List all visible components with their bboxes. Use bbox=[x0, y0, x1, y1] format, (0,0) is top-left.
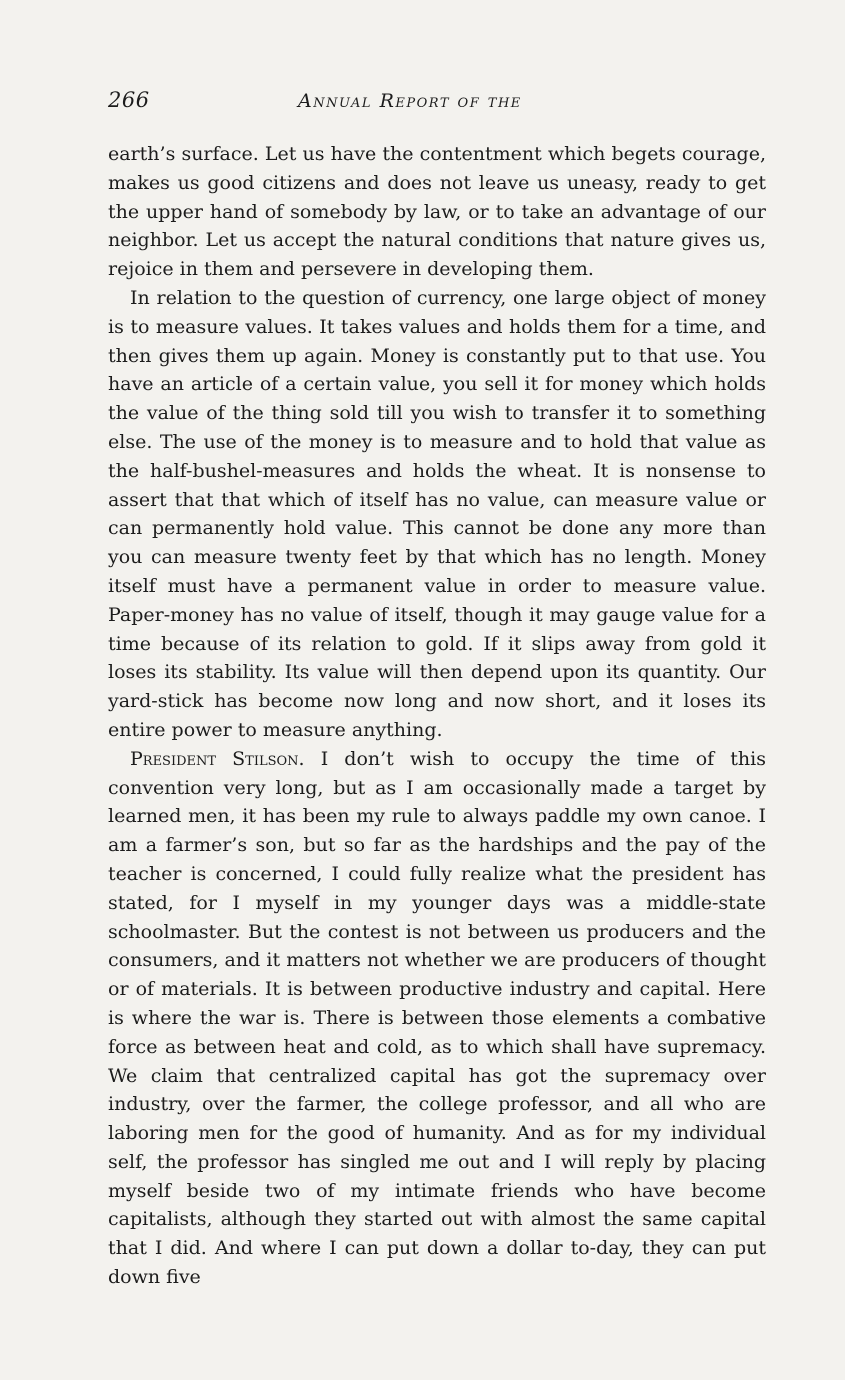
paragraph-3 bbox=[108, 745, 766, 1292]
paragraph-2-text: In relation to the question of currency, one large object of money is to measure values. It takes values and holds them for a time, and then gives them up again. Money is constantly put to that use. You have an article of a certain value, you sell it for money which holds the value of the thing sold till you wish to transfer it to something else. The use of the money is to measure and to hold that value as the half-bushel-measures and holds the wheat. It is nonsense to assert that that which of itself has no value, can measure value or can permanently hold value. This cannot be done any more than you can measure twenty feet by that which has no length. Money itself must have a permanent value in order to measure value. Paper-money has no value of itself, though it may gauge value for a time because of its relation to gold. If it slips away from gold it loses its stability. Its value will then depend upon its quantity. Our yard-stick has become now long and now short, and it loses its entire power to measure anything. bbox=[108, 286, 766, 741]
paragraph-3-text: I don’t wish to occupy the time of this convention very long, but as I am occasionally made a target by learned men, it has been my rule to always paddle my own canoe. I am a farmer’s son, but so far as the hardships and the pay of the teacher is concerned, I could fully realize what the president has stated, for I myself in my younger days was a middle-state schoolmaster. But the contest is not between us producers and the consumers, and it matters not whether we are producers of thought or of materials. It is between productive industry and capital. Here is where the war is. There is between those elements a combative force as between heat and cold, as to which shall have supremacy. We claim that centralized capital has got the supremacy over industry, over the farmer, the college professor, and all who are laboring men for the good of humanity. And as for my individual self, the professor has singled me out and I will reply by placing myself beside two of my intimate friends who have become capitalists, although they started out with almost the same capital that I did. And where I can put down a dollar to-day, they can put down five bbox=[108, 747, 766, 1289]
speaker-name: President Stilson. bbox=[130, 747, 305, 770]
running-title: Annual Report of the bbox=[298, 90, 522, 112]
body-text bbox=[108, 140, 766, 1292]
page-number: 266 bbox=[108, 88, 150, 112]
paragraph-1 bbox=[108, 140, 766, 284]
paragraph-1-text: earth’s surface. Let us have the contentment which begets courage, makes us good citizens and does not leave us uneasy, ready to get the upper hand of somebody by law, or to take an advantage of our neighbor. Let us accept the natural conditions that nature gives us, rejoice in them and persevere in developing them. bbox=[108, 143, 766, 281]
paragraph-2 bbox=[108, 284, 766, 745]
page-header bbox=[108, 88, 768, 118]
